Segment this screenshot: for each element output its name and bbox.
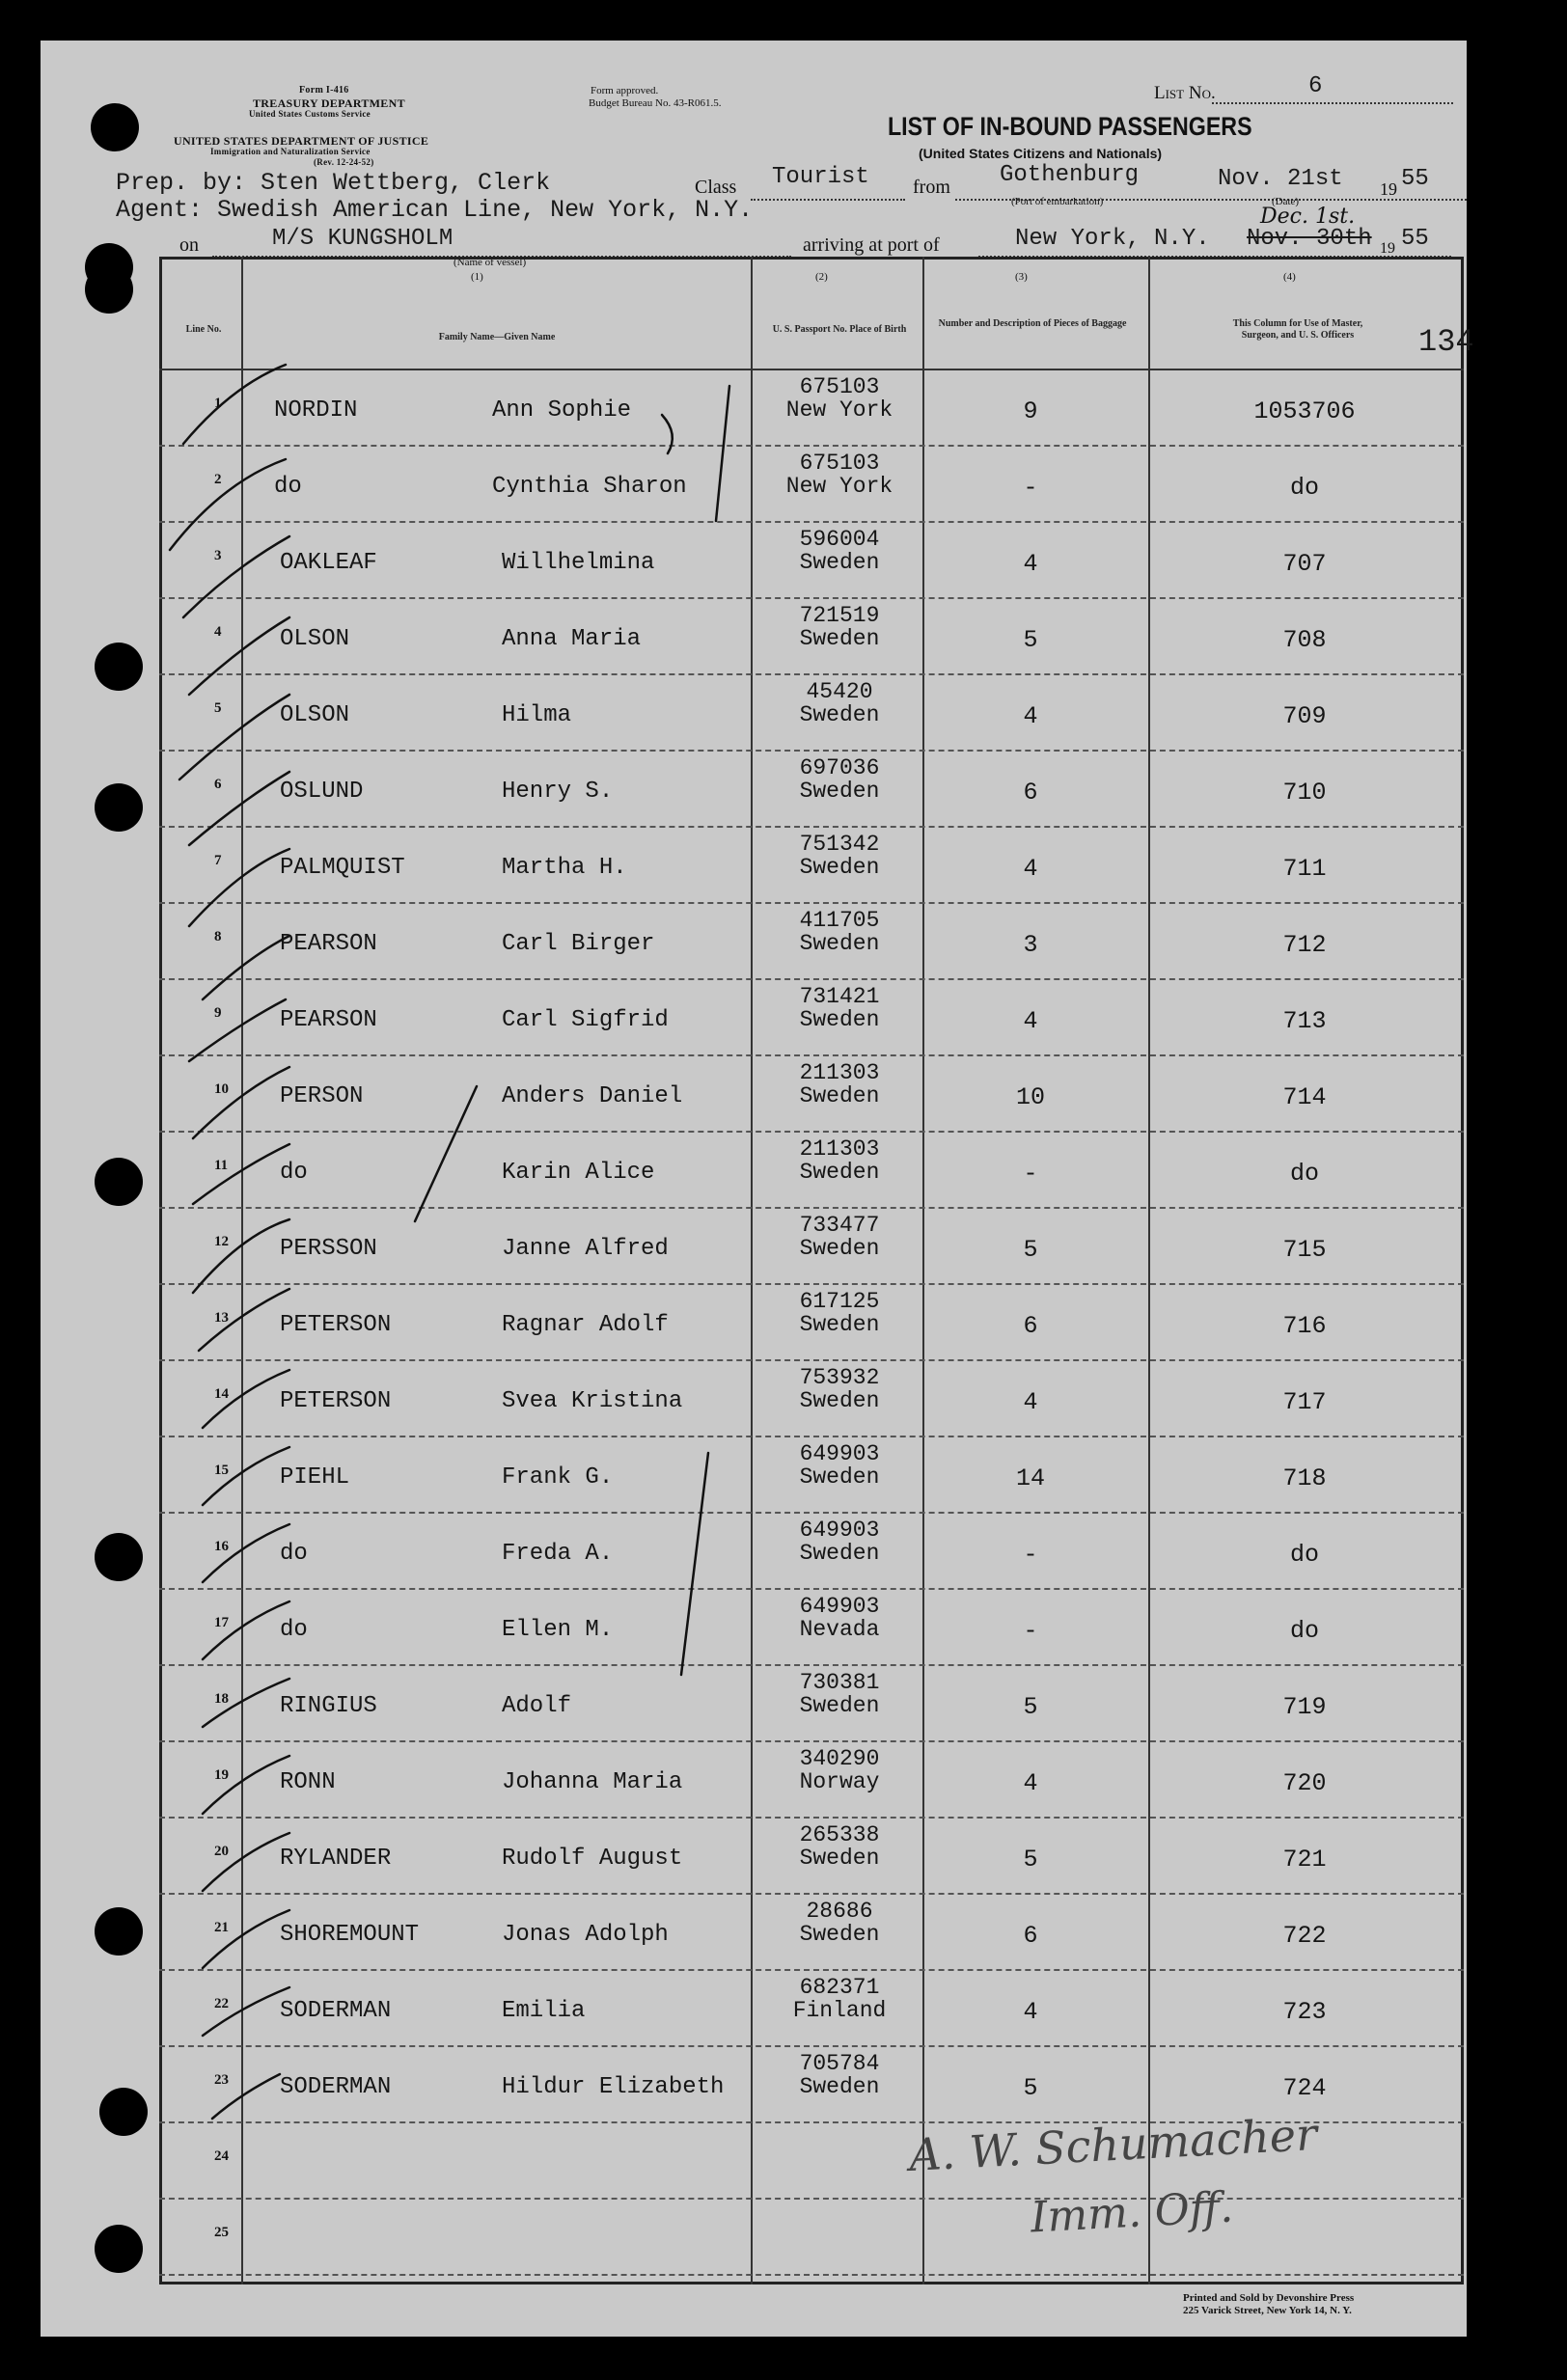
- family-name: SODERMAN: [280, 2074, 392, 2100]
- revision: (Rev. 12-24-52): [314, 157, 374, 167]
- check-mark: [203, 1987, 289, 2036]
- line-number: 1: [214, 396, 222, 411]
- port-embarkation-caption: (Port of embarkation): [1011, 196, 1104, 207]
- check-mark: [179, 695, 289, 780]
- baggage-count: 4: [1023, 1388, 1038, 1416]
- from-value: Gothenburg: [1000, 162, 1140, 188]
- caption-3: (3): [1015, 271, 1028, 283]
- line-number: 19: [214, 1767, 229, 1783]
- class-value: Tourist: [772, 164, 869, 190]
- family-name: RINGIUS: [280, 1693, 377, 1719]
- given-name: Henry S.: [502, 779, 614, 805]
- arrival-port: New York, N.Y.: [1015, 226, 1210, 252]
- family-name: do: [280, 1541, 308, 1567]
- officer-number: 707: [1282, 550, 1327, 578]
- check-mark: [203, 1447, 289, 1505]
- baggage-count: 3: [1023, 931, 1038, 959]
- baggage-count: -: [1023, 1541, 1038, 1569]
- officer-number: 719: [1282, 1693, 1327, 1721]
- given-name: Emilia: [502, 1998, 586, 2024]
- baggage-count: 5: [1023, 2074, 1038, 2102]
- family-name: PERSSON: [280, 1236, 377, 1262]
- place-of-birth: Sweden: [799, 1007, 880, 1032]
- family-name: RONN: [280, 1769, 336, 1795]
- passport-number: 411705: [799, 908, 880, 933]
- family-name: do: [274, 474, 302, 500]
- line-number: 22: [214, 1996, 229, 2011]
- line-number: 10: [214, 1081, 229, 1097]
- header-passport: U. S. Passport No. Place of Birth: [772, 324, 907, 335]
- family-name: PETERSON: [280, 1388, 392, 1414]
- passport-number: 649903: [799, 1441, 880, 1466]
- passport-number: 45420: [806, 679, 873, 704]
- family-name: OAKLEAF: [280, 550, 377, 576]
- officer-number: 712: [1282, 931, 1327, 959]
- baggage-count: -: [1023, 474, 1038, 502]
- line-number: 11: [214, 1158, 229, 1173]
- approval-line-1: Form approved.: [591, 85, 659, 96]
- given-name: Adolf: [502, 1693, 572, 1719]
- passport-number: 340290: [799, 1746, 880, 1771]
- baggage-count: 5: [1023, 626, 1038, 654]
- check-mark: [189, 849, 289, 926]
- officer-number: do: [1289, 1541, 1319, 1569]
- baggage-count: -: [1023, 1160, 1038, 1188]
- baggage-count: 5: [1023, 1236, 1038, 1264]
- given-name: Martha H.: [502, 855, 627, 881]
- given-name: Ragnar Adolf: [502, 1312, 669, 1338]
- officer-number: 713: [1282, 1007, 1327, 1035]
- baggage-count: 9: [1023, 397, 1038, 425]
- justice-dept: UNITED STATES DEPARTMENT OF JUSTICE: [174, 134, 429, 148]
- passport-number: 721519: [799, 603, 880, 628]
- arrival-year: 55: [1401, 226, 1429, 252]
- officer-number: 720: [1282, 1769, 1327, 1797]
- check-mark: [193, 1144, 289, 1204]
- officer-number: 710: [1282, 779, 1327, 807]
- ins-service: Immigration and Naturalization Service: [210, 147, 371, 156]
- baggage-count: 5: [1023, 1693, 1038, 1721]
- place-of-birth: Sweden: [799, 1846, 880, 1871]
- inspector-title: Imm. Off.: [1029, 2182, 1235, 2243]
- line-number: 9: [214, 1005, 222, 1021]
- caption-2: (2): [815, 271, 828, 283]
- line-number: 18: [214, 1691, 229, 1707]
- officer-number: 1053706: [1253, 397, 1356, 425]
- passport-number: 731421: [799, 984, 880, 1009]
- line-number: 15: [214, 1463, 229, 1478]
- line-number: 14: [214, 1386, 229, 1402]
- check-mark: [203, 1756, 289, 1814]
- line-number: 25: [214, 2225, 229, 2240]
- line-number: 6: [214, 777, 222, 792]
- place-of-birth: Sweden: [799, 1236, 880, 1261]
- officer-number: 708: [1282, 626, 1327, 654]
- date-caption: (Date): [1272, 196, 1300, 207]
- family-name: do: [280, 1160, 308, 1186]
- given-name: Rudolf August: [502, 1846, 683, 1872]
- place-of-birth: Sweden: [799, 1922, 880, 1947]
- on-label: on: [179, 234, 199, 256]
- check-mark: [203, 1679, 289, 1727]
- family-name: OLSON: [280, 626, 350, 652]
- family-name: PIEHL: [280, 1464, 350, 1491]
- line-number: 16: [214, 1539, 229, 1554]
- given-name: Hildur Elizabeth: [502, 2074, 725, 2100]
- place-of-birth: Sweden: [799, 1388, 880, 1413]
- family-name: PEARSON: [280, 1007, 377, 1033]
- place-of-birth: Sweden: [799, 1312, 880, 1337]
- baggage-count: 6: [1023, 1312, 1038, 1340]
- passport-number: 753932: [799, 1365, 880, 1390]
- place-of-birth: Sweden: [799, 702, 880, 727]
- given-name: Johanna Maria: [502, 1769, 683, 1795]
- baggage-count: 6: [1023, 1922, 1038, 1950]
- place-of-birth: Sweden: [799, 1083, 880, 1108]
- passport-number: 730381: [799, 1670, 880, 1695]
- baggage-count: -: [1023, 1617, 1038, 1645]
- given-name: Freda A.: [502, 1541, 614, 1567]
- passport-number: 705784: [799, 2051, 880, 2076]
- officer-number: 715: [1282, 1236, 1327, 1264]
- officer-number: 718: [1282, 1464, 1327, 1492]
- baggage-count: 4: [1023, 550, 1038, 578]
- prep-line: Prep. by: Sten Wettberg, Clerk: [116, 169, 551, 197]
- family-name: OSLUND: [280, 779, 364, 805]
- check-mark: [183, 536, 289, 617]
- given-name: Janne Alfred: [502, 1236, 669, 1262]
- passport-number: 617125: [799, 1289, 880, 1314]
- form-number: Form I-416: [299, 85, 349, 96]
- given-name: Jonas Adolph: [502, 1922, 669, 1948]
- check-mark: [189, 617, 289, 695]
- tally-stroke: [681, 1453, 708, 1675]
- passport-number: 28686: [806, 1899, 873, 1924]
- family-name: PALMQUIST: [280, 855, 405, 881]
- given-name: Willhelmina: [502, 550, 655, 576]
- check-mark: [199, 1289, 289, 1351]
- list-no-value: 6: [1308, 73, 1323, 99]
- printer-line-2: 225 Varick Street, New York 14, N. Y.: [1183, 2305, 1352, 2316]
- baggage-count: 6: [1023, 779, 1038, 807]
- passport-number: 211303: [799, 1060, 880, 1085]
- check-mark: [203, 936, 289, 999]
- officer-number: 711: [1282, 855, 1327, 883]
- check-mark: [170, 459, 286, 550]
- officer-number: 716: [1282, 1312, 1327, 1340]
- check-mark: [203, 1370, 289, 1428]
- line-number: 2: [214, 472, 222, 487]
- line-number: 21: [214, 1920, 229, 1935]
- place-of-birth: Sweden: [799, 626, 880, 651]
- check-mark: [203, 1833, 289, 1891]
- given-name: Cynthia Sharon: [492, 474, 687, 500]
- place-of-birth: Sweden: [799, 855, 880, 880]
- family-name: RYLANDER: [280, 1846, 392, 1872]
- arrival-date-struck: Nov. 30th: [1247, 226, 1372, 252]
- given-name: Anna Maria: [502, 626, 642, 652]
- line-number: 7: [214, 853, 222, 868]
- line-number: 12: [214, 1234, 229, 1249]
- passport-number: 649903: [799, 1518, 880, 1543]
- check-mark: [193, 1219, 289, 1293]
- tally-stroke: [662, 415, 673, 453]
- check-mark: [203, 1910, 289, 1968]
- given-name: Frank G.: [502, 1464, 614, 1491]
- check-mark: [189, 772, 289, 845]
- year-prefix: 19: [1380, 179, 1397, 199]
- inspector-signature: A. W. Schumacher: [907, 2107, 1319, 2182]
- check-mark: [203, 1524, 289, 1582]
- officer-number: 724: [1282, 2074, 1327, 2102]
- place-of-birth: Sweden: [799, 2074, 880, 2099]
- family-name: OLSON: [280, 702, 350, 728]
- place-of-birth: Nevada: [799, 1617, 880, 1642]
- line-number: 17: [214, 1615, 229, 1630]
- class-label: Class: [695, 177, 737, 198]
- family-name: SHOREMOUNT: [280, 1922, 420, 1948]
- arriving-label: arriving at port of: [803, 234, 940, 256]
- officer-number: do: [1289, 1617, 1319, 1645]
- line-number: 3: [214, 548, 222, 563]
- passport-number: 697036: [799, 755, 880, 780]
- baggage-count: 4: [1023, 702, 1038, 730]
- baggage-count: 4: [1023, 1769, 1038, 1797]
- passport-number: 265338: [799, 1822, 880, 1847]
- officer-number: do: [1289, 474, 1319, 502]
- approval-line-2: Budget Bureau No. 43-R061.5.: [589, 97, 722, 109]
- given-name: Carl Sigfrid: [502, 1007, 669, 1033]
- given-name: Karin Alice: [502, 1160, 655, 1186]
- officer-number: 722: [1282, 1922, 1327, 1950]
- treasury-dept: TREASURY DEPARTMENT: [253, 96, 405, 110]
- header-line-no: Line No.: [185, 324, 222, 335]
- officer-number: 723: [1282, 1998, 1327, 2026]
- baggage-count: 10: [1015, 1083, 1045, 1111]
- place-of-birth: Sweden: [799, 931, 880, 956]
- given-name: Hilma: [502, 702, 572, 728]
- caption-1: (1): [471, 271, 483, 283]
- check-mark: [212, 2074, 280, 2119]
- agent-line: Agent: Swedish American Line, New York, N.Y.: [116, 196, 754, 224]
- family-name: SODERMAN: [280, 1998, 392, 2024]
- tally-stroke: [415, 1086, 477, 1221]
- given-name: Ellen M.: [502, 1617, 614, 1643]
- family-name: PEARSON: [280, 931, 377, 957]
- officer-number: 714: [1282, 1083, 1327, 1111]
- year-value: 55: [1401, 166, 1429, 192]
- place-of-birth: Sweden: [799, 1464, 880, 1490]
- officer-number: 709: [1282, 702, 1327, 730]
- baggage-count: 4: [1023, 855, 1038, 883]
- passport-number: 596004: [799, 527, 880, 552]
- place-of-birth: Sweden: [799, 1541, 880, 1566]
- vessel-name: M/S KUNGSHOLM: [272, 226, 454, 252]
- place-of-birth: Sweden: [799, 1160, 880, 1185]
- check-mark: [203, 1601, 289, 1659]
- passport-number: 675103: [799, 374, 880, 399]
- passport-number: 675103: [799, 451, 880, 476]
- header-officers: This Column for Use of Master, Surgeon, and U. S. Officers: [1232, 318, 1363, 341]
- vessel-caption: (Name of vessel): [454, 257, 527, 268]
- tally-stroke: [716, 386, 729, 521]
- arrival-year-prefix: 19: [1380, 240, 1395, 257]
- officer-number: do: [1289, 1160, 1319, 1188]
- family-name: PETERSON: [280, 1312, 392, 1338]
- family-name: NORDIN: [274, 397, 358, 424]
- baggage-count: 4: [1023, 1007, 1038, 1035]
- printer-line-1: Printed and Sold by Devonshire Press: [1183, 2292, 1355, 2304]
- customs-service: United States Customs Service: [249, 109, 371, 119]
- given-name: Anders Daniel: [502, 1083, 683, 1109]
- place-of-birth: Norway: [799, 1769, 880, 1794]
- baggage-count: 14: [1015, 1464, 1045, 1492]
- page-number: 134: [1418, 324, 1474, 360]
- place-of-birth: Finland: [792, 1998, 887, 2023]
- given-name: Ann Sophie: [492, 397, 632, 424]
- departure-date: Nov. 21st: [1218, 166, 1343, 192]
- passport-number: 751342: [799, 832, 880, 857]
- place-of-birth: New York: [785, 397, 893, 423]
- from-label: from: [913, 177, 950, 198]
- family-name: PERSON: [280, 1083, 364, 1109]
- line-number: 13: [214, 1310, 229, 1326]
- line-number: 20: [214, 1844, 229, 1859]
- given-name: Svea Kristina: [502, 1388, 683, 1414]
- passport-number: 211303: [799, 1136, 880, 1162]
- header-baggage: Number and Description of Pieces of Baggage: [938, 318, 1127, 329]
- passport-number: 733477: [799, 1213, 880, 1238]
- line-number: 24: [214, 2148, 229, 2164]
- baggage-count: 5: [1023, 1846, 1038, 1874]
- list-no-label: List No.: [1154, 83, 1216, 103]
- baggage-count: 4: [1023, 1998, 1038, 2026]
- line-number: 4: [214, 624, 222, 640]
- officer-number: 717: [1282, 1388, 1327, 1416]
- check-mark: [183, 365, 286, 444]
- form-subtitle: (United States Citizens and Nationals): [919, 146, 1163, 161]
- form-title: LIST OF IN-BOUND PASSENGERS: [888, 112, 1252, 141]
- place-of-birth: Sweden: [799, 1693, 880, 1718]
- officer-number: 721: [1282, 1846, 1327, 1874]
- passport-number: 682371: [799, 1975, 880, 2000]
- place-of-birth: Sweden: [799, 779, 880, 804]
- line-number: 23: [214, 2072, 229, 2088]
- place-of-birth: New York: [785, 474, 893, 499]
- passport-number: 649903: [799, 1594, 880, 1619]
- header-family-name: Family Name—Given Name: [438, 332, 556, 342]
- given-name: Carl Birger: [502, 931, 655, 957]
- arrival-date-corrected: Dec. 1st.: [1260, 205, 1356, 229]
- check-mark: [193, 1067, 289, 1138]
- family-name: do: [280, 1617, 308, 1643]
- caption-4: (4): [1283, 271, 1296, 283]
- place-of-birth: Sweden: [799, 550, 880, 575]
- line-number: 5: [214, 700, 222, 716]
- check-mark: [189, 999, 286, 1061]
- line-number: 8: [214, 929, 222, 944]
